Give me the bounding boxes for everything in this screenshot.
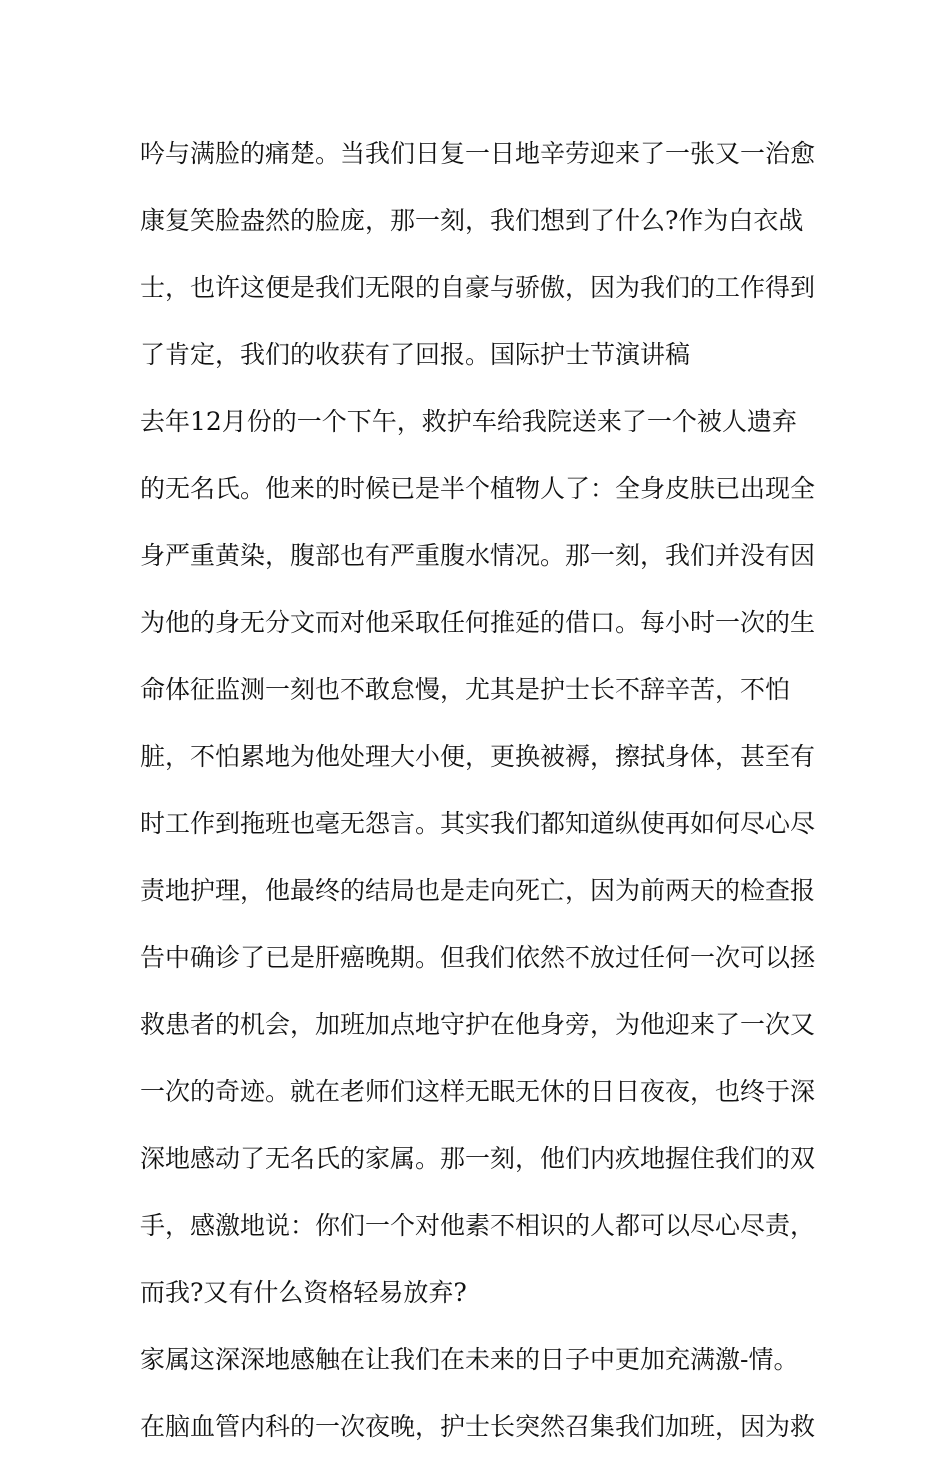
text-line: 在脑血管内科的一次夜晚，护士长突然召集我们加班，因为救 (140, 1412, 816, 1441)
text-line: 而我?又有什么资格轻易放弃? (140, 1278, 467, 1307)
text-line: 吟与满脸的痛楚。当我们日复一日地辛劳迎来了一张又一治愈 (140, 139, 816, 168)
text-line: 责地护理，他最终的结局也是走向死亡，因为前两天的检查报 (140, 876, 816, 905)
text-line: 康复笑脸盎然的脸庞，那一刻，我们想到了什么?作为白衣战 (140, 206, 804, 235)
text-line: 命体征监测一刻也不敢怠慢，尤其是护士长不辞辛苦，不怕 (140, 675, 791, 704)
text-line: 士，也许这便是我们无限的自豪与骄傲，因为我们的工作得到 (140, 273, 816, 302)
text-line: 手，感激地说：你们一个对他素不相识的人都可以尽心尽责， (140, 1211, 816, 1240)
text-line: 时工作到拖班也毫无怨言。其实我们都知道纵使再如何尽心尽 (140, 809, 816, 838)
text-line: 为他的身无分文而对他采取任何推延的借口。每小时一次的生 (140, 608, 816, 637)
text-line: 救患者的机会，加班加点地守护在他身旁，为他迎来了一次又 (140, 1010, 816, 1039)
text-line: 的无名氏。他来的时候已是半个植物人了：全身皮肤已出现全 (140, 474, 816, 503)
text-line: 告中确诊了已是肝癌晚期。但我们依然不放过任何一次可以拯 (140, 943, 816, 972)
document-body (140, 108, 820, 1460)
text-line: 深地感动了无名氏的家属。那一刻，他们内疚地握住我们的双 (140, 1144, 816, 1173)
text-line: 了肯定，我们的收获有了回报。国际护士节演讲稿 (140, 340, 691, 369)
text-line: 家属这深深地感触在让我们在未来的日子中更加充满激-情。 (140, 1345, 799, 1374)
text-line: 一次的奇迹。就在老师们这样无眠无休的日日夜夜，也终于深 (140, 1077, 816, 1106)
text-line: 脏，不怕累地为他处理大小便，更换被褥，擦拭身体，甚至有 (140, 742, 816, 771)
text-line: 去年12月份的一个下午，救护车给我院送来了一个被人遗弃 (140, 407, 797, 436)
text-line: 身严重黄染，腹部也有严重腹水情况。那一刻，我们并没有因 (140, 541, 816, 570)
